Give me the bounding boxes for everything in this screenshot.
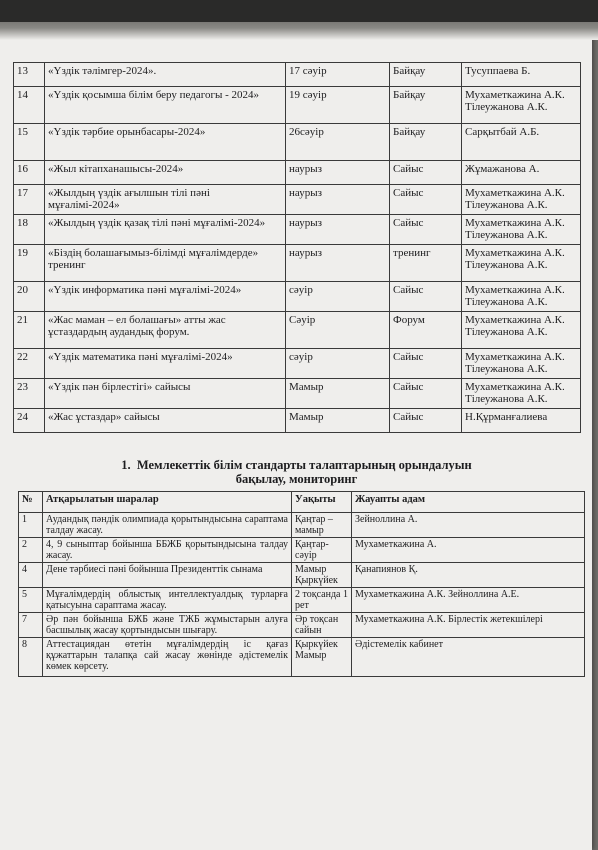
row-number: 17 [14,185,45,215]
table-row [14,63,581,87]
table-row [19,638,585,677]
event-name: «Үздік қосымша білім беру педагогы - 2024» [45,87,286,124]
event-name: «Жылдың үздік ағылшын тілі пәні мұғалімі-2024» [45,185,286,215]
responsible-person: Тусуппаева Б. [462,63,581,87]
event-time: наурыз [286,161,390,185]
responsible-person: Қанапиянов Қ. [352,563,585,588]
event-name: «Үздік тәлімгер-2024». [45,63,286,87]
table-row [19,588,585,613]
activity-text: 4, 9 сыныптар бойынша ББЖБ қорытындысына талдау жасау. [43,538,292,563]
event-time: 19 сәуір [286,87,390,124]
table-row [14,87,581,124]
table-row [14,409,581,433]
event-time: наурыз [286,185,390,215]
row-number: 18 [14,215,45,245]
row-number: 8 [19,638,43,677]
event-time: сәуір [286,349,390,379]
event-type: Байқау [390,87,462,124]
row-number: 2 [19,538,43,563]
event-type: Сайыс [390,161,462,185]
row-number: 21 [14,312,45,349]
event-name: «Үздік пән бірлестігі» сайысы [45,379,286,409]
activity-text: Әр пән бойынша БЖБ және ТЖБ жұмыстарын алуға басшылық жасау қортындысын шығару. [43,613,292,638]
event-name: «Жыл кітапханашысы-2024» [45,161,286,185]
header-number: № [19,492,43,513]
event-time: Мамыр [286,379,390,409]
row-number: 19 [14,245,45,282]
event-type: Сайыс [390,282,462,312]
table-row [14,245,581,282]
row-number: 20 [14,282,45,312]
responsible-person: Мухаметкажина А.К. Тілеужанова А.К. [462,282,581,312]
event-type: Сайыс [390,349,462,379]
row-number: 22 [14,349,45,379]
responsible-person: Мухаметкажина А.К. Тілеужанова А.К. [462,379,581,409]
table-row [14,124,581,161]
event-name: «Жас ұстаздар» сайысы [45,409,286,433]
events-table [13,62,581,433]
activity-text: Мұғалімдердің облыстық интеллектуалдық турларға қатысуына сараптама жасау. [43,588,292,613]
table-row [14,215,581,245]
responsible-person: Мухаметкажина А.К. Бірлестік жетекшілері [352,613,585,638]
activity-time: Мамыр Қыркүйек [292,563,352,588]
table-row [19,563,585,588]
event-time: 26сәуір [286,124,390,161]
event-time: сәуір [286,282,390,312]
activity-text: Аттестациядан өтетін мұғалімдердің іс қағаз құжаттарын талапқа сай жасау жөнінде әдістемелік көмек көрсету. [43,638,292,677]
activity-time: Қаңтар – мамыр [292,513,352,538]
responsible-person: Мухаметкажина А.К. Тілеужанова А.К. [462,349,581,379]
event-time: наурыз [286,215,390,245]
responsible-person: Н.Құрманғалиева [462,409,581,433]
row-number: 24 [14,409,45,433]
event-type: Байқау [390,124,462,161]
activity-time: Қыркүйек Мамыр [292,638,352,677]
row-number: 14 [14,87,45,124]
responsible-person: Әдістемелік кабинет [352,638,585,677]
event-type: Сайыс [390,409,462,433]
responsible-person: Жұмажанова А. [462,161,581,185]
row-number: 1 [19,513,43,538]
photo-top-edge [0,0,598,40]
event-name: «Жылдың үздік қазақ тілі пәні мұғалімі-2024» [45,215,286,245]
table-header-row [19,492,585,513]
event-type: Байқау [390,63,462,87]
row-number: 4 [19,563,43,588]
table-row [14,161,581,185]
header-responsible: Жауапты адам [352,492,585,513]
table-row [14,185,581,215]
activity-text: Дене тәрбиесі пәні бойынша Президенттік сынама [43,563,292,588]
event-name: «Біздің болашағымыз-білімді мұғалімдерде» тренинг [45,245,286,282]
row-number: 13 [14,63,45,87]
table-row [19,613,585,638]
row-number: 16 [14,161,45,185]
table-row [19,513,585,538]
event-name: «Жас маман – ел болашағы» атты жас ұстаздардың аудандық форум. [45,312,286,349]
table-row [14,312,581,349]
row-number: 23 [14,379,45,409]
responsible-person: Мухаметкажина А.К. Тілеужанова А.К. [462,312,581,349]
activity-time: Әр тоқсан сайын [292,613,352,638]
row-number: 7 [19,613,43,638]
table-row [14,282,581,312]
responsible-person: Зейноллина А. [352,513,585,538]
event-time: наурыз [286,245,390,282]
event-type: Сайыс [390,379,462,409]
row-number: 15 [14,124,45,161]
activity-time: Қаңтар-сәуір [292,538,352,563]
event-type: Сайыс [390,215,462,245]
event-name: «Үздік информатика пәні мұғалімі-2024» [45,282,286,312]
responsible-person: Мухаметкажина А.К. Зейноллина А.Е. [352,588,585,613]
event-name: «Үздік математика пәні мұғалімі-2024» [45,349,286,379]
header-activities: Атқарылатын шаралар [43,492,292,513]
responsible-person: Мухаметкажина А. [352,538,585,563]
table-row [19,538,585,563]
responsible-person: Сарқытбай А.Б. [462,124,581,161]
header-time: Уақыты [292,492,352,513]
table-row [14,379,581,409]
event-time: Сәуір [286,312,390,349]
section-heading: 1. Мемлекеттік білім стандарты талаптарының орындалуын бақылау, мониторинг [121,458,472,486]
table-row [14,349,581,379]
responsible-person: Мухаметкажина А.К. Тілеужанова А.К. [462,185,581,215]
event-type: тренинг [390,245,462,282]
monitoring-table [18,491,585,677]
responsible-person: Мухаметкажина А.К. Тілеужанова А.К. [462,215,581,245]
event-name: «Үздік тәрбие орынбасары-2024» [45,124,286,161]
responsible-person: Мухаметкажина А.К. Тілеужанова А.К. [462,245,581,282]
event-time: Мамыр [286,409,390,433]
activity-text: Аудандық пәндік олимпиада қорытындысына сараптама талдау жасау. [43,513,292,538]
responsible-person: Мухаметкажина А.К. Тілеужанова А.К. [462,87,581,124]
activity-time: 2 тоқсанда 1 рет [292,588,352,613]
event-type: Форум [390,312,462,349]
event-type: Сайыс [390,185,462,215]
event-time: 17 сәуір [286,63,390,87]
row-number: 5 [19,588,43,613]
